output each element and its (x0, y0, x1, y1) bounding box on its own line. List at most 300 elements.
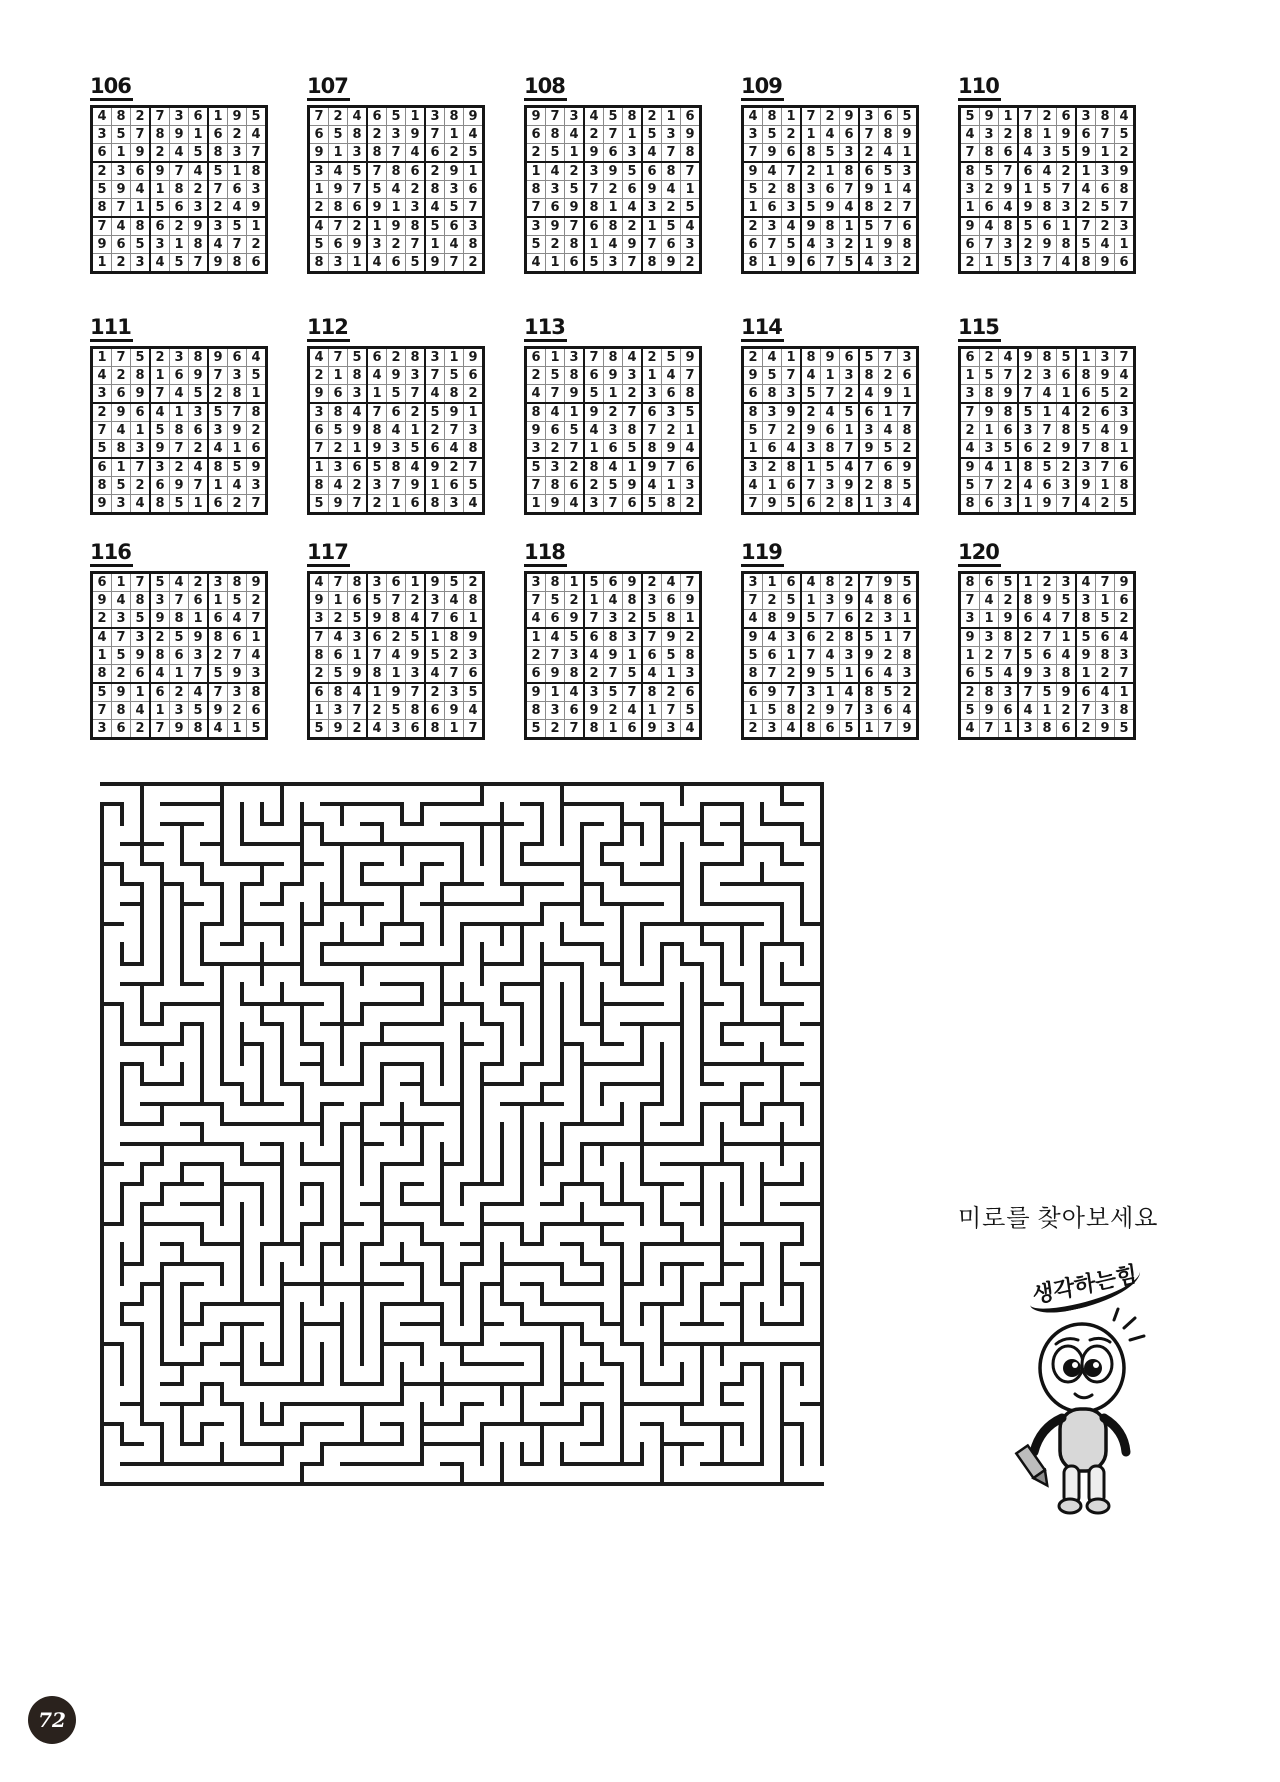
sudoku-cell: 6 (92, 144, 112, 163)
sudoku-cell: 1 (387, 665, 406, 684)
sudoku-cell: 5 (228, 458, 247, 477)
sudoku-cell: 1 (1115, 683, 1135, 702)
sudoku-cell: 1 (623, 126, 643, 144)
sudoku-cell: 7 (1115, 665, 1135, 684)
sudoku-cell: 1 (189, 126, 209, 144)
sudoku-cell: 1 (840, 422, 860, 440)
sudoku-cell: 8 (681, 385, 701, 404)
sudoku-cell: 5 (526, 236, 546, 254)
sudoku-cell: 1 (309, 458, 329, 477)
sudoku-cell: 9 (980, 403, 999, 422)
sudoku-cell: 5 (623, 162, 643, 181)
sudoku-cell: 4 (189, 683, 209, 702)
sudoku-cell: 9 (604, 647, 623, 665)
sudoku-cell: 5 (112, 126, 131, 144)
sudoku-cell: 7 (92, 422, 112, 440)
sudoku-cell: 4 (642, 477, 662, 495)
sudoku-cell: 3 (1076, 592, 1096, 610)
maze-walls (102, 784, 822, 1484)
sudoku-cell: 4 (150, 403, 170, 422)
sudoku-cell: 9 (309, 144, 329, 163)
sudoku-cell: 4 (329, 477, 348, 495)
sudoku-cell: 8 (329, 403, 348, 422)
sudoku-cell: 9 (1096, 720, 1115, 739)
sudoku-cell: 5 (1057, 144, 1077, 163)
sudoku-cell: 2 (112, 367, 131, 385)
sudoku-cell: 7 (150, 385, 170, 404)
sudoku-cell: 4 (821, 126, 840, 144)
sudoku-cell: 4 (228, 610, 247, 629)
sudoku-cell: 9 (782, 403, 802, 422)
sudoku-cell: 8 (150, 495, 170, 514)
sudoku-cell: 4 (763, 162, 782, 181)
sudoku-cell: 2 (1057, 702, 1077, 720)
sudoku-cell: 2 (92, 403, 112, 422)
sudoku-cell: 2 (662, 422, 681, 440)
sudoku-cell: 1 (425, 477, 445, 495)
sudoku-cell: 9 (445, 403, 464, 422)
sudoku-cell: 8 (406, 348, 426, 367)
sudoku-cell: 4 (743, 107, 763, 126)
sudoku-cell: 3 (170, 107, 189, 126)
sudoku-cell: 9 (763, 683, 782, 702)
sudoku-cell: 2 (348, 477, 368, 495)
sudoku-cell: 2 (801, 702, 821, 720)
sudoku-cell: 4 (189, 458, 209, 477)
sudoku-cell: 7 (898, 628, 918, 647)
sudoku-cell: 5 (879, 440, 898, 459)
sudoku-cell: 5 (406, 440, 426, 459)
sudoku-cell: 5 (1018, 647, 1038, 665)
sudoku-cell: 4 (387, 647, 406, 665)
sudoku-cell: 8 (1096, 647, 1115, 665)
sudoku-cell: 5 (329, 126, 348, 144)
sudoku-cell: 7 (348, 181, 368, 199)
sudoku-cell: 8 (329, 683, 348, 702)
sudoku-cell: 1 (662, 477, 681, 495)
sudoku-cell: 5 (565, 628, 585, 647)
sudoku-cell: 3 (1096, 162, 1115, 181)
sudoku-cell: 2 (112, 254, 131, 273)
sudoku-cell: 9 (546, 217, 565, 236)
sudoku-cell: 7 (584, 348, 604, 367)
mascot-arm-left (1034, 1418, 1062, 1452)
sudoku-cell: 2 (1038, 440, 1057, 459)
sudoku-cell: 3 (782, 628, 802, 647)
sudoku-cell: 6 (763, 199, 782, 218)
sudoku-cell: 8 (92, 665, 112, 684)
sudoku-cell: 7 (821, 254, 840, 273)
sudoku-cell: 6 (387, 403, 406, 422)
sudoku-cell: 7 (859, 126, 879, 144)
sudoku-cell: 6 (1038, 217, 1057, 236)
sudoku-cell: 6 (681, 683, 701, 702)
sudoku-cell: 4 (309, 348, 329, 367)
sudoku-cell: 7 (546, 107, 565, 126)
sudoku-cell: 7 (999, 647, 1019, 665)
sudoku-cell: 3 (228, 683, 247, 702)
sudoku-cell: 2 (150, 144, 170, 163)
sudoku-cell: 8 (782, 702, 802, 720)
sudoku-cell: 3 (329, 458, 348, 477)
sudoku-cell: 5 (801, 199, 821, 218)
sudoku-cell: 4 (1076, 495, 1096, 514)
sudoku-puzzle-117 (307, 542, 485, 740)
sudoku-cell: 8 (821, 440, 840, 459)
sudoku-cell: 5 (604, 683, 623, 702)
sudoku-cell: 1 (131, 199, 151, 218)
sudoku-cell: 7 (92, 702, 112, 720)
sudoku-cell: 7 (604, 495, 623, 514)
sudoku-cell: 1 (247, 628, 267, 647)
sudoku-cell: 1 (387, 199, 406, 218)
sudoku-cell: 4 (980, 592, 999, 610)
sudoku-cell: 8 (112, 702, 131, 720)
sudoku-cell: 3 (879, 495, 898, 514)
sudoku-cell: 2 (584, 477, 604, 495)
sudoku-cell: 6 (367, 107, 387, 126)
sudoku-cell: 7 (623, 683, 643, 702)
sudoku-cell: 6 (743, 236, 763, 254)
sudoku-cell: 6 (329, 647, 348, 665)
sudoku-cell: 2 (662, 683, 681, 702)
sudoku-cell: 2 (112, 665, 131, 684)
sudoku-cell: 9 (131, 385, 151, 404)
sudoku-cell: 3 (980, 440, 999, 459)
sudoku-cell: 1 (1057, 217, 1077, 236)
sudoku-cell: 4 (782, 440, 802, 459)
sudoku-cell: 9 (367, 199, 387, 218)
sudoku-cell: 2 (565, 592, 585, 610)
sudoku-cell: 8 (1076, 254, 1096, 273)
sudoku-cell: 2 (1115, 385, 1135, 404)
sudoku-cell: 8 (999, 217, 1019, 236)
sudoku-cell: 6 (526, 126, 546, 144)
sudoku-cell: 4 (662, 367, 681, 385)
sudoku-cell: 4 (859, 254, 879, 273)
sudoku-cell: 5 (1096, 610, 1115, 629)
sudoku-cell: 3 (425, 348, 445, 367)
sudoku-cell: 8 (662, 162, 681, 181)
sudoku-cell: 7 (1076, 702, 1096, 720)
sudoku-cell: 7 (980, 236, 999, 254)
sudoku-cell: 5 (1038, 683, 1057, 702)
sudoku-cell: 1 (584, 236, 604, 254)
sudoku-cell: 5 (980, 162, 999, 181)
sudoku-cell: 7 (662, 144, 681, 163)
sudoku-cell: 8 (604, 348, 623, 367)
sudoku-cell: 1 (604, 720, 623, 739)
sudoku-cell: 5 (584, 385, 604, 404)
sudoku-cell: 7 (763, 422, 782, 440)
sudoku-cell: 6 (898, 592, 918, 610)
sudoku-cell: 2 (642, 573, 662, 592)
sudoku-cell: 1 (1057, 385, 1077, 404)
sudoku-cell: 4 (208, 720, 228, 739)
sudoku-cell: 2 (247, 592, 267, 610)
sudoku-cell: 8 (584, 458, 604, 477)
sudoku-cell: 1 (131, 683, 151, 702)
sudoku-cell: 3 (309, 162, 329, 181)
sudoku-cell: 8 (425, 495, 445, 514)
sudoku-cell: 9 (1096, 367, 1115, 385)
sudoku-puzzle-108 (524, 76, 702, 274)
sudoku-cell: 8 (228, 254, 247, 273)
sudoku-cell: 3 (228, 144, 247, 163)
sudoku-cell: 5 (1115, 126, 1135, 144)
sudoku-cell: 5 (348, 162, 368, 181)
sudoku-cell: 3 (642, 592, 662, 610)
sudoku-cell: 8 (367, 665, 387, 684)
sudoku-cell: 9 (170, 477, 189, 495)
sudoku-cell: 4 (763, 348, 782, 367)
sudoku-cell: 1 (329, 592, 348, 610)
sudoku-cell: 6 (840, 126, 860, 144)
sudoku-cell: 4 (170, 144, 189, 163)
sudoku-cell: 7 (743, 495, 763, 514)
sudoku-cell: 3 (565, 647, 585, 665)
sudoku-cell: 3 (840, 144, 860, 163)
sudoku-cell: 6 (112, 236, 131, 254)
sudoku-cell: 5 (859, 628, 879, 647)
sudoku-cell: 9 (623, 236, 643, 254)
sudoku-cell: 6 (329, 385, 348, 404)
sudoku-cell: 7 (309, 628, 329, 647)
sudoku-cell: 1 (743, 440, 763, 459)
sudoku-cell: 6 (584, 367, 604, 385)
sudoku-cell: 3 (546, 181, 565, 199)
sudoku-cell: 2 (150, 628, 170, 647)
sudoku-cell: 6 (980, 199, 999, 218)
sudoku-cell: 7 (348, 495, 368, 514)
sudoku-cell: 4 (208, 236, 228, 254)
sudoku-cell: 6 (1018, 162, 1038, 181)
sudoku-cell: 8 (367, 422, 387, 440)
sudoku-cell: 8 (763, 385, 782, 404)
sudoku-cell: 2 (406, 403, 426, 422)
sudoku-cell: 4 (763, 628, 782, 647)
sudoku-cell: 9 (565, 610, 585, 629)
sudoku-cell: 9 (189, 217, 209, 236)
sudoku-cell: 6 (879, 702, 898, 720)
sudoku-cell: 4 (170, 573, 189, 592)
sudoku-cell: 6 (367, 628, 387, 647)
sudoku-cell: 5 (801, 610, 821, 629)
sudoku-cell: 9 (546, 665, 565, 684)
sudoku-cell: 5 (546, 367, 565, 385)
sudoku-cell: 4 (348, 107, 368, 126)
sudoku-cell: 3 (150, 458, 170, 477)
sudoku-cell: 5 (367, 181, 387, 199)
sudoku-cell: 7 (445, 665, 464, 684)
sudoku-cell: 1 (348, 647, 368, 665)
sudoku-cell: 2 (623, 610, 643, 629)
sudoku-cell: 4 (445, 440, 464, 459)
sudoku-cell: 4 (367, 720, 387, 739)
sudoku-cell: 5 (546, 144, 565, 163)
sudoku-cell: 7 (92, 217, 112, 236)
sudoku-cell: 4 (387, 181, 406, 199)
sudoku-cell: 6 (445, 610, 464, 629)
sudoku-cell: 1 (92, 647, 112, 665)
sudoku-cell: 4 (464, 495, 484, 514)
sudoku-cell: 7 (980, 477, 999, 495)
sudoku-cell: 5 (247, 107, 267, 126)
sudoku-cell: 9 (1038, 592, 1057, 610)
sudoku-cell: 8 (1115, 702, 1135, 720)
sudoku-cell: 8 (526, 181, 546, 199)
sudoku-cell: 5 (681, 199, 701, 218)
sudoku-cell: 8 (348, 126, 368, 144)
sudoku-cell: 6 (623, 181, 643, 199)
sudoku-cell: 7 (859, 573, 879, 592)
sudoku-cell: 5 (387, 107, 406, 126)
sudoku-cell: 1 (425, 628, 445, 647)
sudoku-cell: 9 (367, 440, 387, 459)
sudoku-cell: 6 (980, 495, 999, 514)
sudoku-cell: 6 (763, 647, 782, 665)
sudoku-cell: 2 (879, 367, 898, 385)
sudoku-grid (307, 105, 485, 274)
sudoku-cell: 3 (1057, 477, 1077, 495)
sudoku-cell: 3 (801, 683, 821, 702)
sudoku-cell: 4 (662, 573, 681, 592)
sudoku-cell: 6 (309, 126, 329, 144)
sudoku-cell: 5 (840, 403, 860, 422)
sudoku-cell: 1 (170, 665, 189, 684)
sudoku-cell: 5 (170, 495, 189, 514)
sudoku-cell: 3 (425, 107, 445, 126)
puzzle-label: 120 (958, 542, 1001, 567)
sudoku-cell: 3 (879, 610, 898, 629)
sudoku-cell: 8 (131, 592, 151, 610)
sudoku-cell: 4 (999, 199, 1019, 218)
sudoku-cell: 6 (445, 477, 464, 495)
sudoku-cell: 3 (131, 254, 151, 273)
sudoku-cell: 3 (150, 236, 170, 254)
sudoku-cell: 1 (425, 236, 445, 254)
sudoku-cell: 1 (329, 144, 348, 163)
sudoku-cell: 2 (170, 683, 189, 702)
sudoku-cell: 1 (584, 592, 604, 610)
sudoku-cell: 1 (112, 144, 131, 163)
sudoku-cell: 4 (247, 348, 267, 367)
sudoku-cell: 9 (879, 573, 898, 592)
sudoku-cell: 8 (821, 573, 840, 592)
sudoku-cell: 1 (623, 647, 643, 665)
sudoku-cell: 4 (960, 440, 980, 459)
sudoku-cell: 3 (840, 647, 860, 665)
sudoku-cell: 1 (763, 573, 782, 592)
sudoku-cell: 9 (584, 403, 604, 422)
sudoku-cell: 7 (208, 367, 228, 385)
sudoku-cell: 7 (879, 217, 898, 236)
sudoku-cell: 7 (801, 647, 821, 665)
sudoku-cell: 9 (1057, 683, 1077, 702)
sudoku-cell: 1 (859, 236, 879, 254)
sudoku-cell: 8 (898, 422, 918, 440)
sudoku-cell: 4 (228, 199, 247, 218)
sudoku-cell: 2 (170, 458, 189, 477)
sudoku-cell: 3 (681, 236, 701, 254)
sudoku-cell: 8 (445, 628, 464, 647)
sudoku-cell: 6 (1115, 458, 1135, 477)
sudoku-cell: 5 (92, 440, 112, 459)
sudoku-cell: 6 (309, 422, 329, 440)
sudoku-cell: 5 (898, 477, 918, 495)
sudoku-cell: 4 (329, 162, 348, 181)
sudoku-cell: 5 (859, 348, 879, 367)
sudoku-cell: 7 (623, 403, 643, 422)
sudoku-cell: 7 (445, 422, 464, 440)
sudoku-cell: 7 (1076, 217, 1096, 236)
sudoku-cell: 7 (604, 665, 623, 684)
sudoku-cell: 9 (131, 647, 151, 665)
sudoku-cell: 3 (859, 702, 879, 720)
sudoku-cell: 6 (604, 144, 623, 163)
sudoku-cell: 6 (1076, 126, 1096, 144)
sudoku-cell: 7 (879, 720, 898, 739)
puzzle-label: 109 (741, 76, 784, 101)
sudoku-cell: 7 (662, 458, 681, 477)
sudoku-cell: 5 (189, 144, 209, 163)
sudoku-cell: 9 (112, 683, 131, 702)
sudoku-cell: 5 (565, 422, 585, 440)
sudoku-cell: 5 (464, 477, 484, 495)
sudoku-cell: 2 (859, 477, 879, 495)
sudoku-cell: 1 (898, 385, 918, 404)
sudoku-cell: 8 (208, 628, 228, 647)
maze-diagram (100, 782, 824, 1486)
sudoku-cell: 6 (999, 144, 1019, 163)
sudoku-cell: 4 (801, 367, 821, 385)
sudoku-cell: 1 (763, 254, 782, 273)
sudoku-cell: 7 (546, 647, 565, 665)
sudoku-cell: 8 (247, 403, 267, 422)
sudoku-cell: 2 (406, 592, 426, 610)
sudoku-cell: 2 (1096, 217, 1115, 236)
sudoku-cell: 1 (309, 181, 329, 199)
sudoku-cell: 9 (92, 495, 112, 514)
sudoku-cell: 7 (980, 720, 999, 739)
sudoku-cell: 2 (782, 422, 802, 440)
sudoku-cell: 5 (821, 665, 840, 684)
sudoku-cell: 1 (1115, 236, 1135, 254)
sudoku-cell: 9 (112, 181, 131, 199)
sudoku-cell: 2 (879, 647, 898, 665)
sudoku-cell: 1 (565, 144, 585, 163)
sudoku-cell: 4 (546, 628, 565, 647)
sudoku-cell: 7 (247, 610, 267, 629)
sudoku-cell: 2 (604, 181, 623, 199)
sudoku-cell: 3 (445, 181, 464, 199)
sudoku-cell: 4 (879, 665, 898, 684)
sudoku-cell: 7 (782, 162, 802, 181)
sudoku-cell: 9 (642, 181, 662, 199)
sudoku-cell: 6 (1057, 107, 1077, 126)
sudoku-cell: 8 (464, 440, 484, 459)
sudoku-cell: 4 (150, 254, 170, 273)
sudoku-cell: 9 (782, 610, 802, 629)
sudoku-cell: 9 (170, 126, 189, 144)
sudoku-cell: 8 (801, 348, 821, 367)
sudoku-cell: 3 (662, 126, 681, 144)
sudoku-cell: 9 (662, 440, 681, 459)
sudoku-cell: 4 (980, 458, 999, 477)
sudoku-cell: 9 (208, 348, 228, 367)
sudoku-cell: 4 (406, 144, 426, 163)
sudoku-cell: 1 (189, 610, 209, 629)
